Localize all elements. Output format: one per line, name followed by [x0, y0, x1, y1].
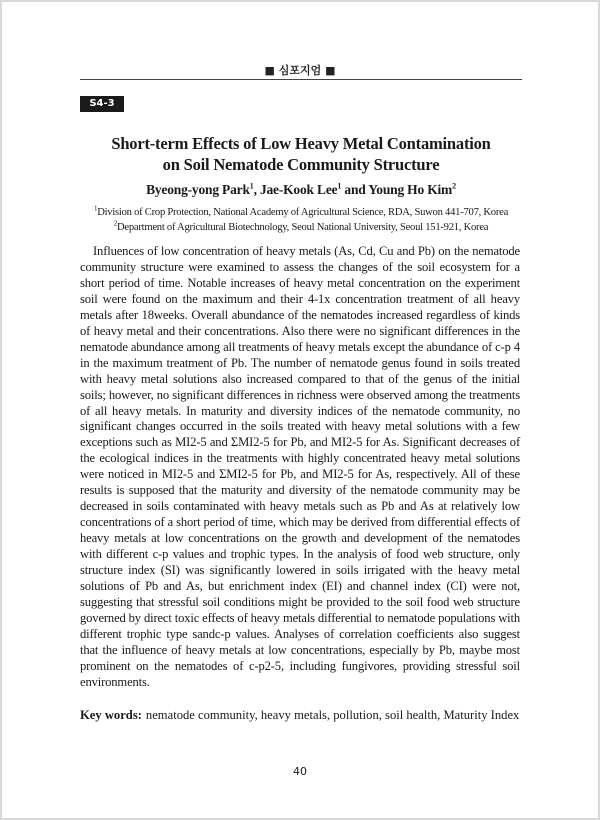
author-name: Young Ho Kim: [368, 182, 453, 197]
author-list: [80, 182, 522, 198]
title-line-2: on Soil Nematode Community Structure: [162, 155, 440, 174]
header-rule: [80, 79, 522, 80]
paper-title: [80, 133, 522, 175]
author-affil-mark: 1: [337, 181, 342, 191]
section-header: ■ 심포지엄 ■: [264, 64, 336, 77]
affiliation-line: [76, 205, 526, 220]
author-name: Jae-Kook Lee: [259, 182, 338, 197]
affiliation-number: 2: [113, 219, 118, 228]
abstract: [80, 244, 520, 691]
author-affil-mark: 1: [249, 181, 254, 191]
author-separator: and: [341, 182, 369, 197]
keywords-label: Key words:: [80, 708, 142, 722]
page-number: 40: [293, 765, 307, 778]
author-separator: ,: [253, 182, 260, 197]
author-affil-mark: 2: [452, 181, 456, 191]
author-name: Byeong-yong Park: [146, 182, 250, 197]
session-tag: S4-3: [80, 96, 124, 112]
affiliation-number: 1: [93, 204, 98, 213]
keywords: [80, 707, 520, 724]
affiliation-line: [76, 220, 526, 235]
abstract-text: Influences of low concentration of heavy metals (As, Cd, Cu and Pb) on the nematode community structure were examined to assess the changes of the soil ecosystem for a short period of time. Notable increases of heavy metal concentration on the experiment soil were found on the maximum and their 4-1x concentration treatment of all heavy metals after 18weeks. Overall abundance of the nematodes increased regardless of kinds of heavy metal and their concentrations. Also there were no significant differences in the nematode abundance among all treatments of heavy metals except the abundance of c-p 4 in the maximum treatment of Pb. The number of nematode genus found in soils treated with heavy metal solutions also increased compared to that of the genus of the initial soils; however, no significant differences in richness were observed among the treatments of all heavy metals. In maturity and diversity indices of the nematode community, no significant changes occurred in the soils treated with heavy metal solutions with a few exceptions such as MI2-5 and ΣMI2-5 for Pb, and MI2-5 for As. Significant decreases of the ecological indices in the treatments with highly concentrated heavy metal solutions were noticed in MI2-5 and ΣMI2-5 for Pb, and MI2-5 for As, respectively. All of these results is supposed that the maturity and diversity of the nematode community may be decreased in soils contaminated with heavy metals such as Pb and As at relatively low concentrations of a short period of time, which may be derived from differential effects of heavy metals at low concentrations on the growth and development of the nematodes with different c-p values and trophic types. In the analysis of food web structure, only structure index (SI) was significantly lowered in soils irrigated with the heavy metal solutions of Pb and As, but enrichment index (EI) and channel index (CI) were not, suggesting that stressful soil conditions might be provided to the soil food web structure governed by direct toxic effects of heavy metals differential to nematode populations with different trophic type sandc-p values. Analyses of correlation coefficients also suggest that the influence of heavy metals at low concentrations, especially by Pb, maybe most prominent on the nematodes of c-p2-5, including fungivores, providing stressful soil environments.: [80, 244, 520, 689]
affiliation-text: Department of Agricultural Biotechnology, Seoul National University, Seoul 151-921, Korea: [117, 222, 489, 233]
affiliation-text: Division of Crop Protection, National Academy of Agricultural Science, RDA, Suwon 441-707, Korea: [97, 207, 509, 218]
title-line-1: Short-term Effects of Low Heavy Metal Contamination: [111, 134, 491, 153]
affiliations: [76, 205, 526, 235]
keywords-text: nematode community, heavy metals, pollution, soil health, Maturity Index: [145, 708, 520, 722]
